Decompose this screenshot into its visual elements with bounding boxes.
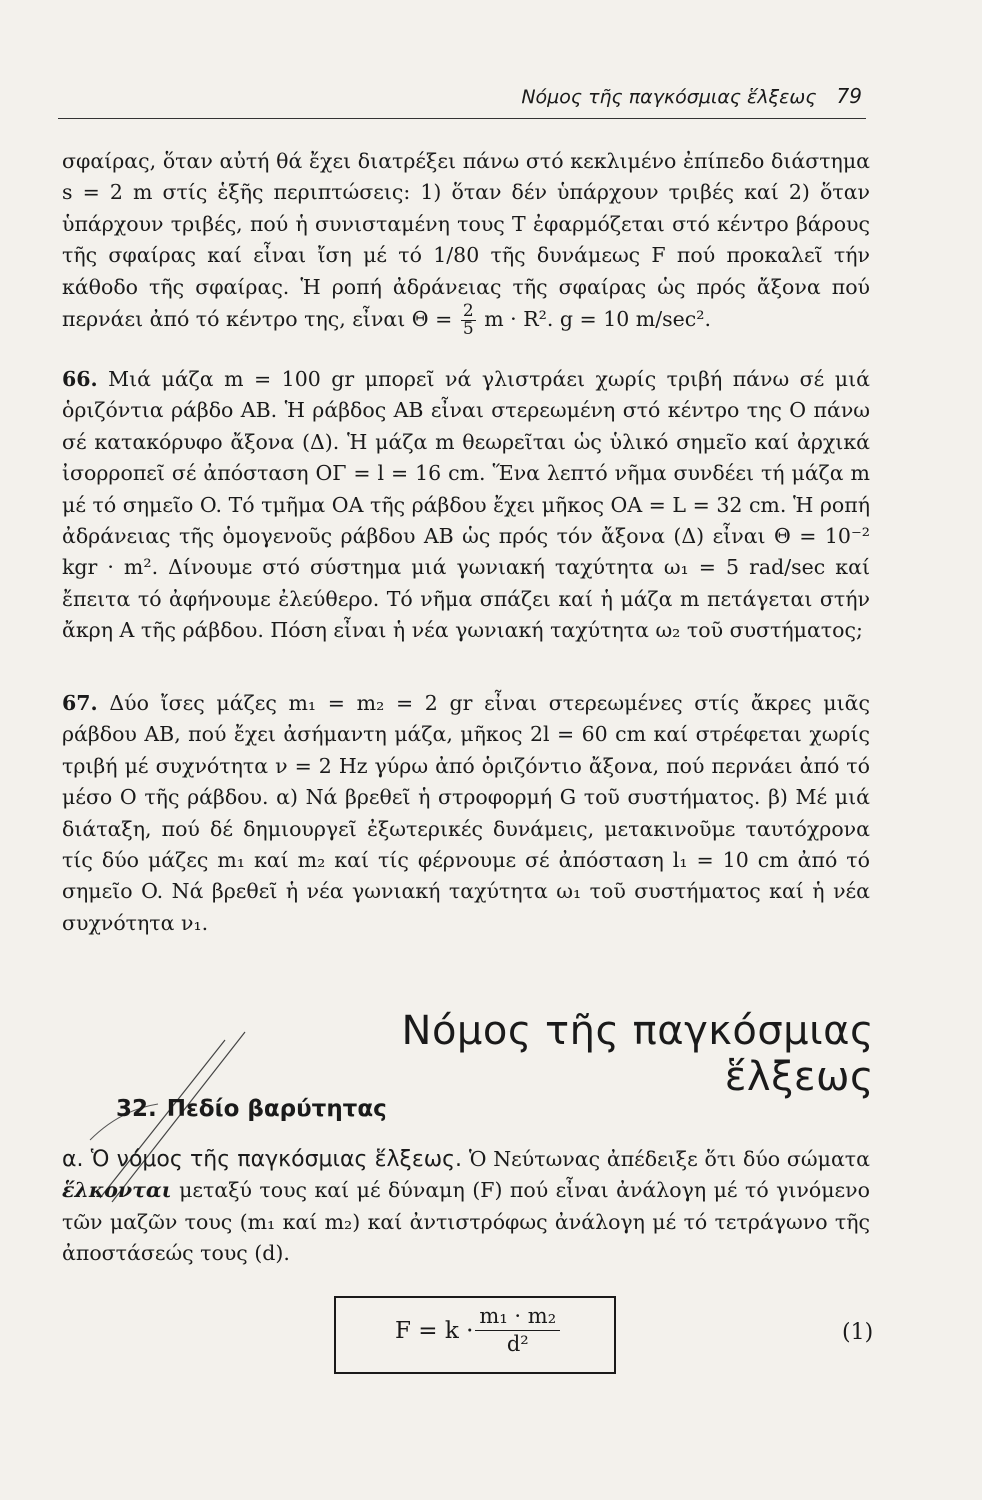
- page-number: 79: [836, 84, 862, 108]
- intro-paragraph: [62, 146, 870, 338]
- running-header: [62, 84, 862, 108]
- formula-fraction: [475, 1306, 560, 1355]
- equation-number: (1): [842, 1320, 874, 1345]
- fraction-numerator: 2: [462, 301, 474, 322]
- formula-numerator: m₁ · m₂: [475, 1306, 560, 1331]
- subsection-lead: α. Ὁ νόμος τῆς παγκόσμιας ἕλξεως.: [62, 1147, 463, 1172]
- problem-text: Δύο ἴσες μάζες m₁ = m₂ = 2 gr εἶναι στερεωμένες στίς ἄκρες μιᾶς ράβδου AB, πού ἔχει ἀσήμαντη μάζα, μῆκος 2l = 60 cm καί στρέφεται χωρίς τριβή μέ συχνότητα ν = 2 Hz γύρω ἀπό ὁριζόντιο ἄξονα, πού περνάει ἀπό τό μέσο O τῆς ράβδου. α) Νά βρεθεῖ ἡ στροφορμή G τοῦ συστήματος. β) Μέ μιά διάταξη, πού δέ δημιουργεῖ ἐξωτερικές δυνάμεις, μετακινοῦμε ταυτόχρονα τίς δύο μάζες m₁ καί m₂ καί τίς φέρνουμε σέ ἀπόσταση l₁ = 10 cm ἀπό τό σημεῖο O. Νά βρεθεῖ ἡ νέα γωνιακή ταχύτητα ω₁ τοῦ συστήματος καί ἡ νέα συχνότητα ν₁.: [62, 691, 870, 935]
- subsection-a: [62, 1144, 870, 1270]
- section-number: 32.: [116, 1096, 157, 1122]
- fraction-two-fifths: [461, 303, 476, 338]
- problem-66: [62, 364, 870, 647]
- gravitation-formula: [395, 1306, 562, 1355]
- intro-text: σφαίρας, ὅταν αὐτή θά ἔχει διατρέξει πάνω στό κεκλιμένο ἐπίπεδο διάστημα s = 2 m στίς ἑξῆς περιπτώσεις: 1) ὅταν δέν ὑπάρχουν τριβές καί 2) ὅταν ὑπάρχουν τριβές, πού ἡ συνισταμένη τους T ἐφαρμόζεται στό κέντρο βάρους τῆς σφαίρας καί εἶναι ἴση μέ τό 1/80 τῆς δυνάμεως F πού προκαλεῖ τήν κάθοδο τῆς σφαίρας. Ἡ ροπή ἀδράνειας τῆς σφαίρας ὡς πρός ἄξονα πού περνάει ἀπό τό κέντρο της, εἶναι Θ =: [62, 149, 870, 332]
- emphasis-word: ἕλκονται: [62, 1178, 172, 1203]
- section-heading: [116, 1096, 387, 1122]
- header-rule: [58, 118, 866, 119]
- problem-67: [62, 688, 870, 939]
- subsection-text-end: μεταξύ τους καί μέ δύναμη (F) πού εἶναι ἀνάλογη μέ τό γινόμενο τῶν μαζῶν τους (m₁ καί m₂) καί ἀντιστρόφως ἀνάλογη μέ τό τετράγωνο τῆς ἀποστάσεώς τους (d).: [62, 1178, 870, 1266]
- formula-lhs: F = k ·: [395, 1317, 474, 1344]
- formula-denominator: d²: [506, 1332, 529, 1356]
- problem-number: 67.: [62, 691, 98, 715]
- chapter-title: Νόμος τῆς παγκόσμιας ἕλξεως: [401, 1008, 874, 1100]
- problem-text: Μιά μάζα m = 100 gr μπορεῖ νά γλιστράει χωρίς τριβή πάνω σέ μιά ὁριζόντια ράβδο AB. Ἡ ράβδος AB εἶναι στερεωμένη στό κέντρο της O πάνω σέ κατακόρυφο ἄξονα (Δ). Ἡ μάζα m θεωρεῖται ὡς ὑλικό σημεῖο καί ἀρχικά ἰσορροπεῖ σέ ἀπόσταση OΓ = l = 16 cm. Ἕνα λεπτό νῆμα συνδέει τή μάζα m μέ τό σημεῖο O. Τό τμῆμα OA τῆς ράβδου ἔχει μῆκος OA = L = 32 cm. Ἡ ροπή ἀδράνειας τῆς ὁμογενοῦς ράβδου AB ὡς πρός τόν ἄξονα (Δ) εἶναι Θ = 10⁻² kgr · m². Δίνουμε στό σύστημα μιά γωνιακή ταχύτητα ω₁ = 5 rad/sec καί ἔπειτα τό ἀφήνουμε ἐλεύθερο. Τό νῆμα σπάζει καί ἡ μάζα m πετάγεται στήν ἄκρη A τῆς ράβδου. Πόση εἶναι ἡ νέα γωνιακή ταχύτητα ω₂ τοῦ συστήματος;: [62, 367, 870, 643]
- section-title: Πεδίο βαρύτητας: [166, 1096, 387, 1122]
- fraction-denominator: 5: [462, 319, 474, 340]
- problem-number: 66.: [62, 367, 98, 391]
- subsection-text: Ὁ Νεύτωνας ἀπέδειξε ὅτι δύο σώματα: [468, 1147, 870, 1171]
- intro-text-end: m · R². g = 10 m/sec².: [484, 307, 712, 332]
- running-title: Νόμος τῆς παγκόσμιας ἕλξεως: [521, 86, 817, 108]
